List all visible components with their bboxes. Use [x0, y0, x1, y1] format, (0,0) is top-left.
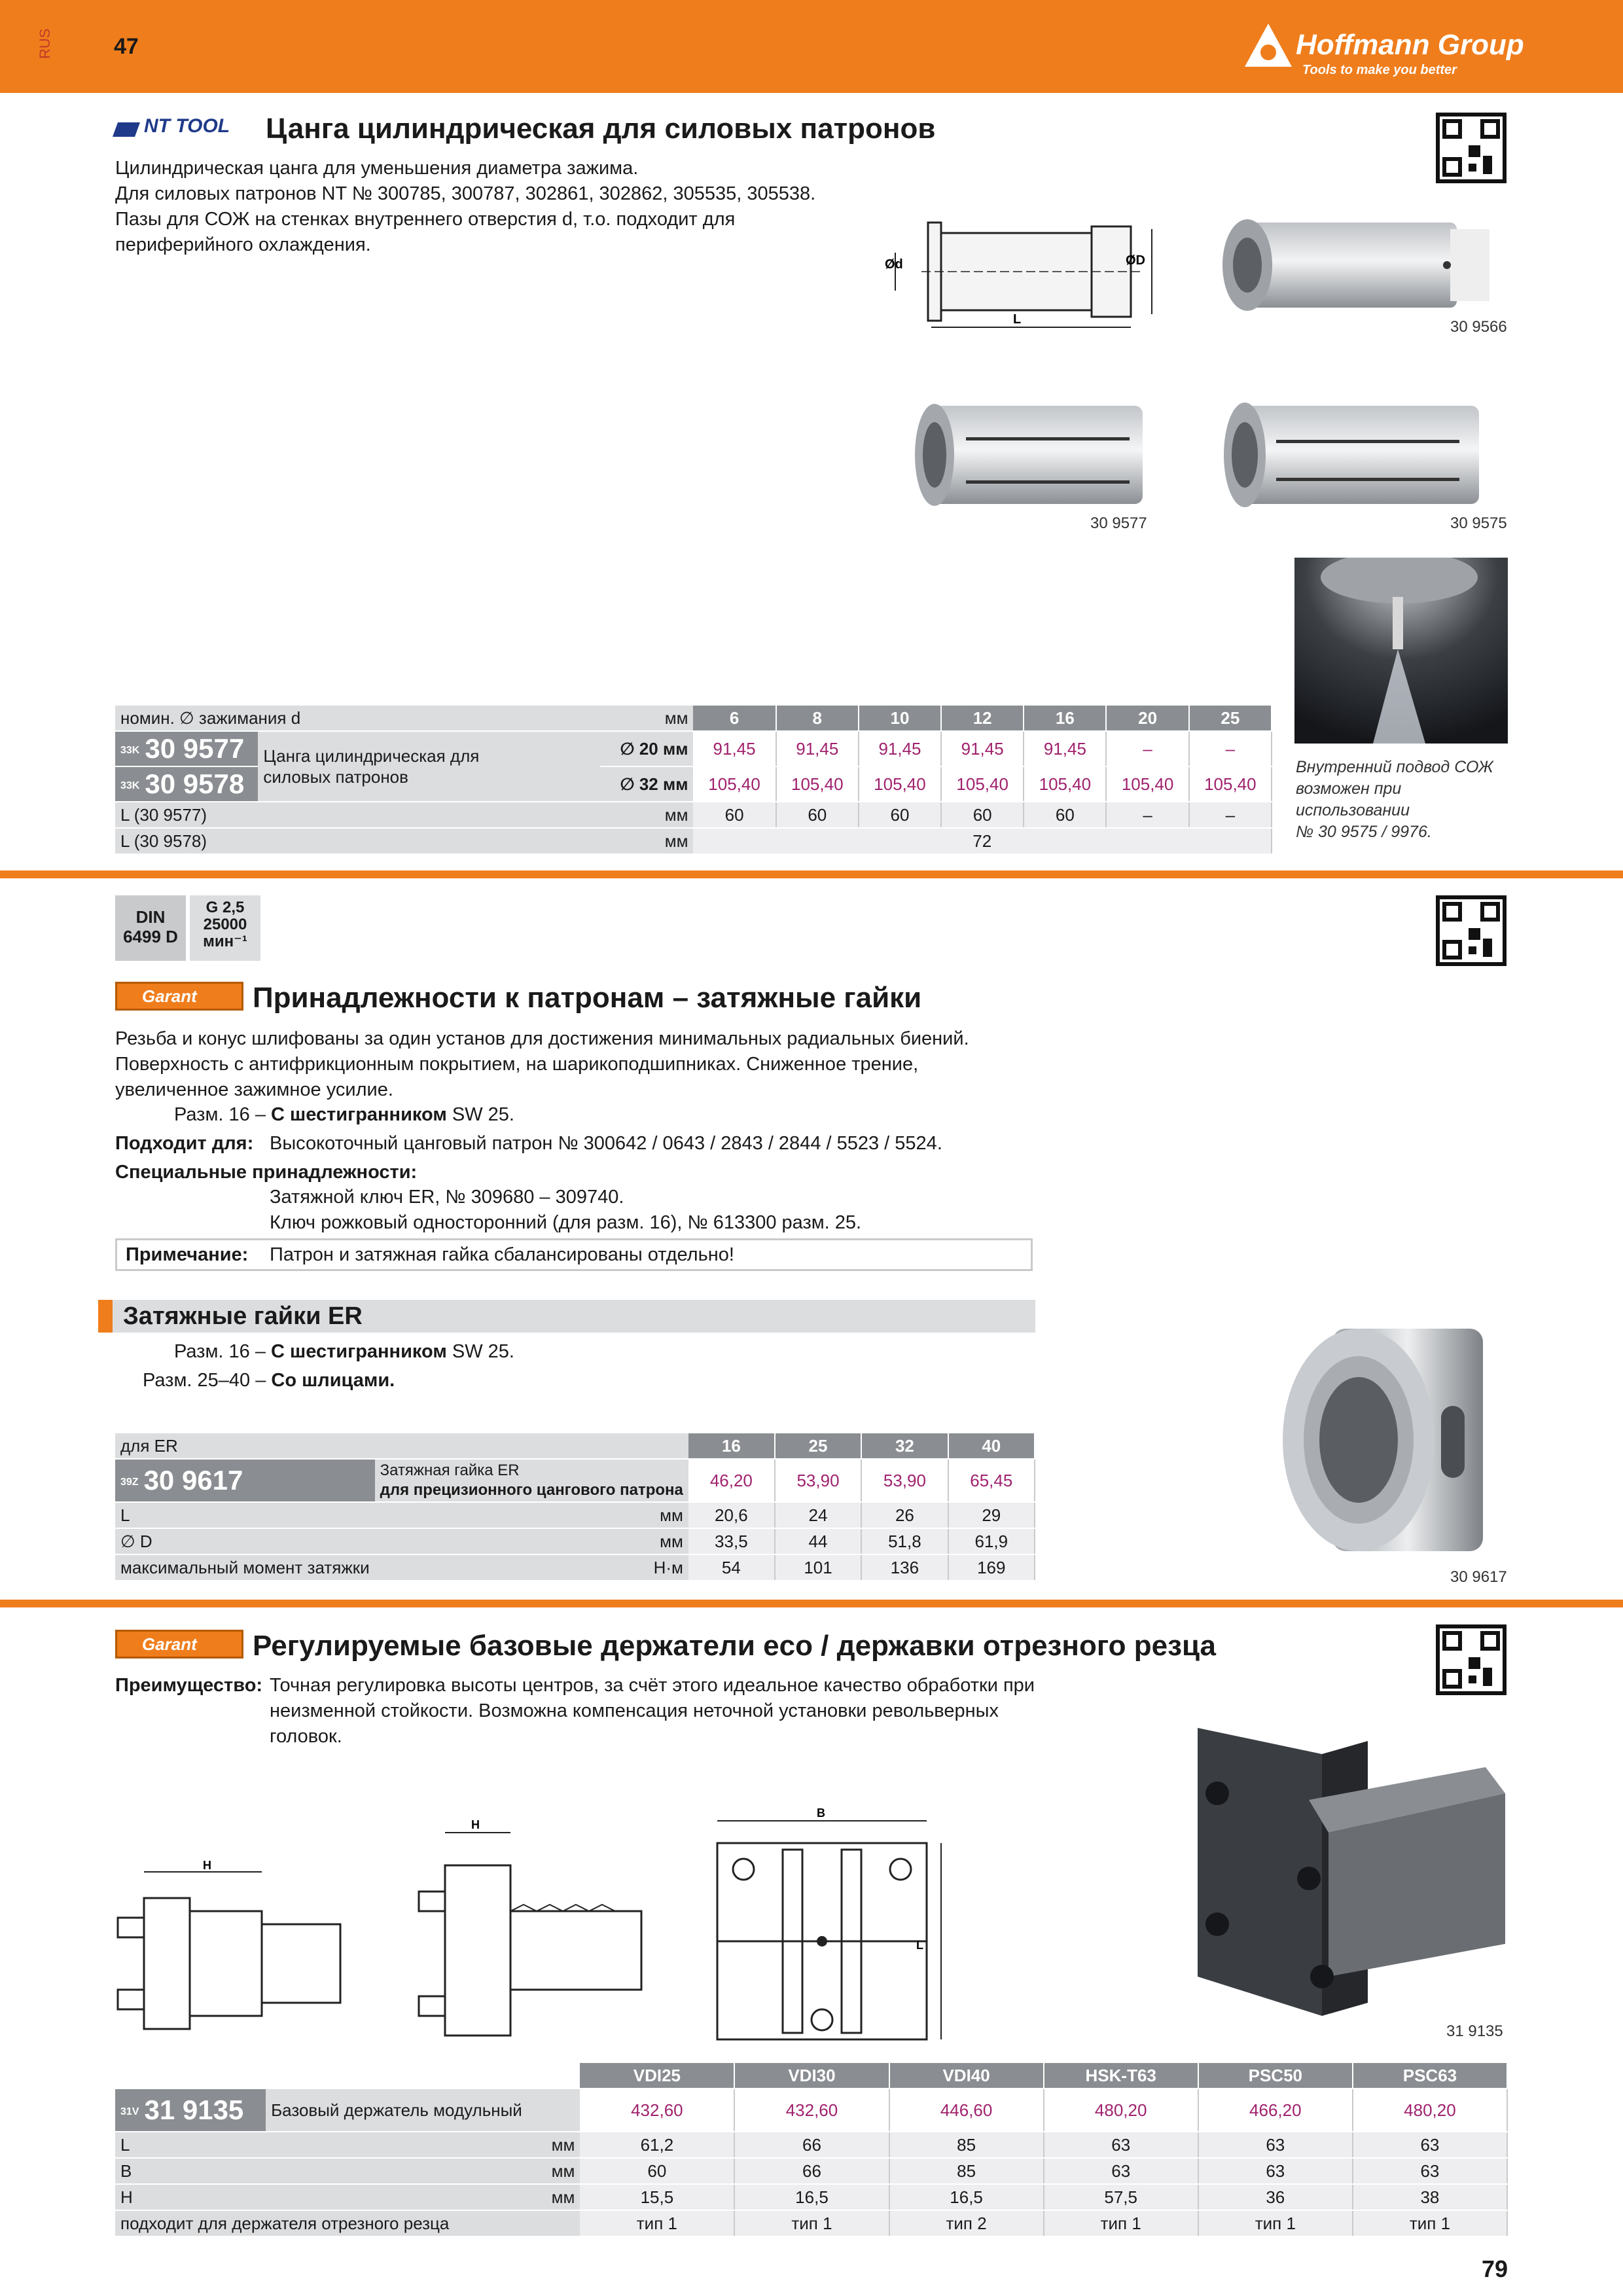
- dim-L: L: [1013, 312, 1022, 327]
- nut-photo-309617: [1280, 1321, 1500, 1559]
- article-number: 30 9577: [145, 733, 245, 764]
- collet-photo-309575: [1217, 393, 1505, 517]
- hoffmann-logo-icon: [1243, 22, 1293, 68]
- table-row: H мм 15,5 16,5 16,5 57,5 36 38: [115, 2184, 1507, 2210]
- fits-text: Высокоточный цанговый патрон № 300642 / 0643 / 2843 / 2844 / 5523 / 5524.: [270, 1133, 942, 1154]
- holder-photo-319135: [1178, 1715, 1518, 2029]
- note-label: Примечание:: [126, 1244, 249, 1265]
- qr-code-icon[interactable]: [1436, 113, 1507, 183]
- table-row: L (30 9577) мм 60 60 60 60 60 – –: [115, 802, 1272, 828]
- size16-line: Разм. 16 – С шестигранником SW 25.: [174, 1104, 514, 1125]
- article-description: Цанга цилиндрическая для силовых патронов: [258, 731, 600, 802]
- table-row: L (30 9578) мм 72: [115, 828, 1272, 854]
- section2-title: Принадлежности к патронам – затяжные гайки: [253, 982, 922, 1014]
- collet-table: номин. ∅ зажимания d мм 6 8 10 12 16 20 25 33K 30 9577 Цанга цилиндрическая для силовых патронов ∅ 20 мм 91,45 91,45 91,45 91,45 91,45 – – 33K 30 9578 ∅ 32 мм 105,40 105,40 105,40 105,40 105,40 105,40 105,40 L (30 9577) мм 60 60 60 60 60 – – L (30 9578) мм 72: [115, 706, 1272, 855]
- svg-text:H: H: [203, 1859, 211, 1872]
- dim-D: ØD: [1126, 253, 1145, 268]
- garant-logo: Garant: [115, 982, 243, 1011]
- garant-logo: Garant: [115, 1630, 243, 1659]
- dim-d: Ød: [885, 257, 903, 272]
- qr-code-icon[interactable]: [1436, 1624, 1507, 1695]
- collet-photo-309577: [914, 393, 1156, 517]
- holder-drawing-side: [105, 1859, 360, 2049]
- table-row: L мм 20,6 24 26 29: [115, 1502, 1035, 1528]
- table-row: максимальный момент затяжки Н·м 54 101 136 169: [115, 1554, 1035, 1581]
- nt-tool-logo: NT TOOL: [115, 115, 230, 137]
- svg-text:H: H: [471, 1818, 480, 1831]
- table-header-label: номин. ∅ зажимания d: [115, 706, 600, 731]
- subhead-title: Затяжные гайки ER: [123, 1302, 363, 1330]
- table-row: B мм 60 66 85 63 63 63: [115, 2158, 1507, 2184]
- table-row: подходит для держателя отрезного резца тип 1 тип 1 тип 2 тип 1 тип 1 тип 1: [115, 2210, 1507, 2236]
- coolant-photo: [1294, 558, 1508, 744]
- advantage-text: Точная регулировка высоты центров, за счёт этого идеальное качество обработки при неизменной стойкости. Возможна компенсация неточной установки револьверных головок.: [270, 1675, 1035, 1747]
- fits-label: Подходит для:: [115, 1133, 254, 1154]
- caption-319135: 31 9135: [1446, 2022, 1503, 2040]
- section-divider: [0, 1600, 1623, 1607]
- brand-tagline: Tools to make you better: [1302, 63, 1457, 77]
- section1-description: Цилиндрическая цанга для уменьшения диаметра зажима. Для силовых патронов NT № 300785, 300787, 302861, 302862, 305535, 305538. Пазы для СОЖ на стенках внутреннего отверстия d, т.о. подходит для периферийного охлаждения.: [115, 158, 816, 255]
- caption-309577: 30 9577: [1090, 514, 1147, 532]
- note-text: Патрон и затяжная гайка сбалансированы отдельно!: [270, 1244, 734, 1265]
- din-badge: DIN 6499 D: [115, 895, 186, 961]
- caption-309566: 30 9566: [1450, 318, 1507, 336]
- collet-drawing: [882, 216, 1170, 334]
- table-row: 31V 31 9135 Базовый держатель модульный 432,60 432,60 446,60 480,20 466,20 480,20: [115, 2089, 1507, 2132]
- table-row: 33K 30 9578 ∅ 32 мм 105,40 105,40 105,40 105,40 105,40 105,40 105,40: [115, 766, 1272, 802]
- table-row: 33K 30 9577 Цанга цилиндрическая для силовых патронов ∅ 20 мм 91,45 91,45 91,45 91,45 91,45 – –: [115, 731, 1272, 766]
- caption-309617: 30 9617: [1450, 1568, 1507, 1586]
- holder-table: VDI25 VDI30 VDI40 HSK-T63 PSC50 PSC63 31V 31 9135 Базовый держатель модульный 432,60 432,60 446,60 480,20 466,20 480,20 L мм 61,2 66 85 63 63 63 B мм 60 66 85 63 63 63 H мм 15,5 16,5 16,5 57,5 36 38 подходит для держателя отрезного резца тип 1 тип 1 тип 2 тип 1 тип 1 тип 1: [115, 2063, 1508, 2237]
- article-number: 31 9135: [144, 2094, 244, 2125]
- article-number: 30 9617: [143, 1465, 243, 1496]
- table-row: L мм 61,2 66 85 63 63 63: [115, 2132, 1507, 2158]
- section2-description: Резьба и конус шлифованы за один установ для достижения минимальных радиальных биений. Поверхность с антифрикционным покрытием, на шарикоподшипниках. Сниженное трение, увеличенное зажимное усилие.: [115, 1028, 969, 1100]
- table-header-unit: мм: [600, 706, 693, 731]
- sub16-line: Разм. 16 – С шестигранником SW 25.: [174, 1341, 514, 1362]
- article-description: Базовый держатель модульный: [266, 2089, 580, 2132]
- page-number-left: 47: [114, 34, 139, 59]
- collet-photo-309566: [1221, 209, 1503, 321]
- qr-code-icon[interactable]: [1436, 895, 1507, 966]
- holder-drawing-top: [704, 1804, 953, 2053]
- holder-drawing-front: [406, 1813, 654, 2049]
- svg-text:B: B: [817, 1806, 825, 1820]
- coolant-note: Внутренний подвод СОЖ возможен при использовании № 30 9575 / 9976.: [1296, 758, 1493, 841]
- article-description: Затяжная гайка ER для прецизионного цангового патрона: [375, 1459, 688, 1502]
- svg-text:L: L: [916, 1939, 923, 1952]
- caption-309575: 30 9575: [1450, 514, 1507, 532]
- section1-title: Цанга цилиндрическая для силовых патронов: [266, 113, 936, 145]
- section-divider: [0, 870, 1623, 878]
- table-row: 39Z 30 9617 Затяжная гайка ER для прецизионного цангового патрона 46,20 53,90 53,90 65,45: [115, 1459, 1035, 1502]
- special-label: Специальные принадлежности:: [115, 1162, 418, 1183]
- page-number-right: 79: [1482, 2255, 1508, 2282]
- table-row: ∅ D мм 33,5 44 51,8 61,9: [115, 1528, 1035, 1554]
- nut-table: для ER 16 25 32 40 39Z 30 9617 Затяжная гайка ER для прецизионного цангового патрона 46,20 53,90 53,90 65,45 L мм 20,6 24 26 29 ∅ D мм 33,5 44 51,8 61,9 максимальный момент затяжки Н·м 54 101 136 169: [115, 1433, 1035, 1581]
- special-lines: Затяжной ключ ER, № 309680 – 309740. Ключ рожковый односторонний (для разм. 16), № 613300 разм. 25.: [270, 1187, 862, 1233]
- advantage-label: Преимущество:: [115, 1675, 263, 1696]
- balance-badge: G 2,5 25000 мин⁻¹: [190, 895, 260, 961]
- subhead-accent: [98, 1300, 113, 1333]
- run-label: RUS: [37, 28, 53, 59]
- section3-title: Регулируемые базовые держатели eco / державки отрезного резца: [253, 1630, 1217, 1662]
- brand-name: Hoffmann Group: [1296, 29, 1524, 61]
- sub25-line: Разм. 25–40 – Со шлицами.: [143, 1370, 395, 1391]
- article-number: 30 9578: [145, 768, 245, 799]
